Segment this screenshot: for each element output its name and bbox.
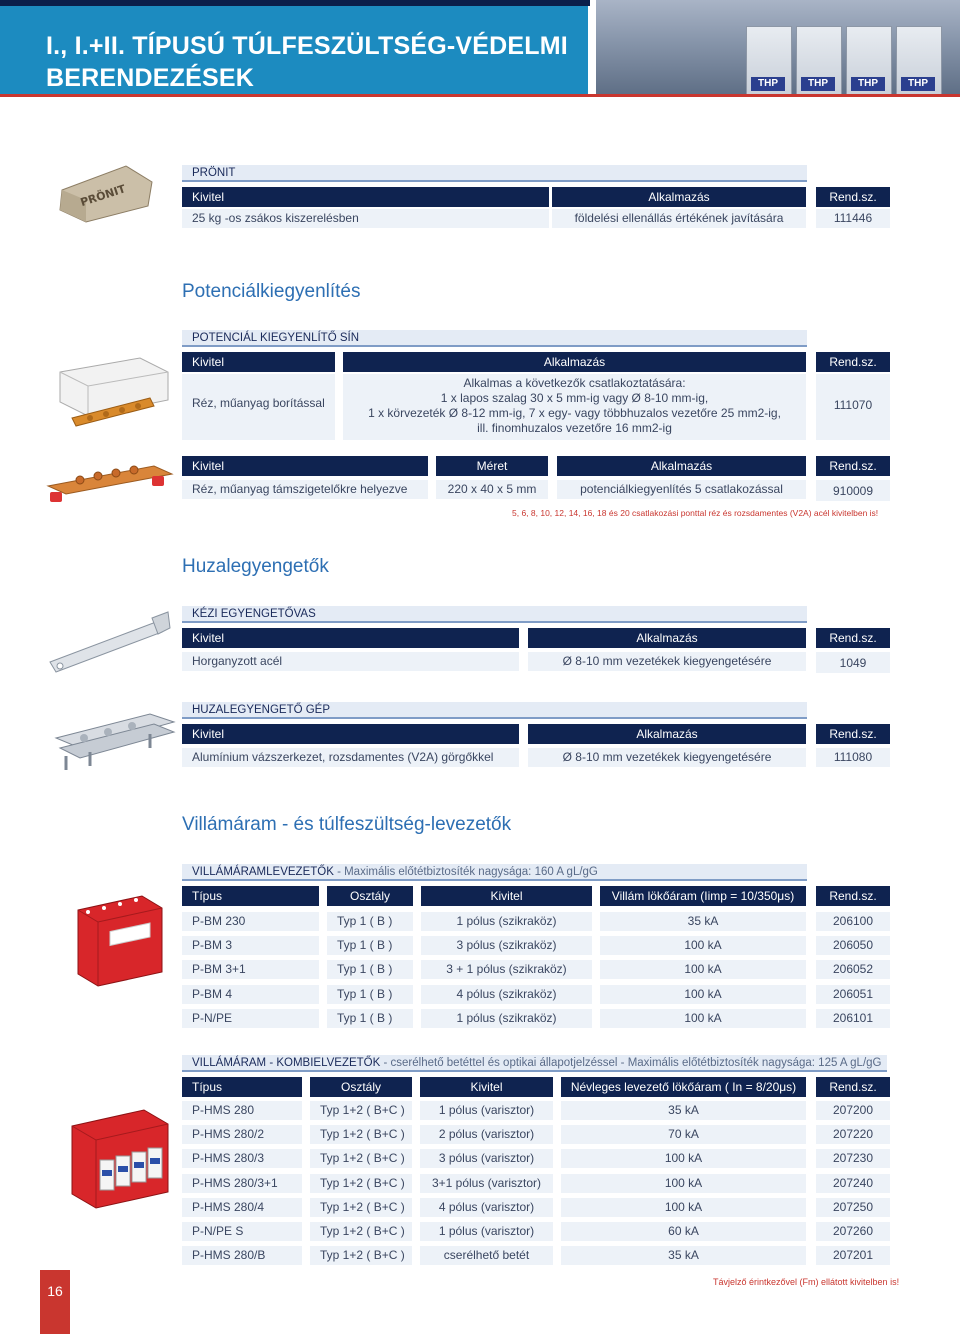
cell-kivitel: 3 pólus (varisztor) <box>420 1149 553 1168</box>
cell-rendsz: 111446 <box>816 209 890 228</box>
cell-tipus: P-BM 230 <box>182 912 319 931</box>
col-header-kivitel: Kivitel <box>182 352 335 372</box>
col-header-kivitel: Kivitel <box>182 456 428 476</box>
page-title: I., I.+II. TÍPUSÚ TÚLFESZÜLTSÉG-VÉDELMI BERENDEZÉSEK <box>46 32 568 92</box>
cell-lokoaram: 35 kA <box>561 1246 806 1265</box>
cell-rendsz: 206101 <box>816 1009 890 1028</box>
cell-osztaly: Typ 1+2 ( B+C ) <box>310 1222 412 1241</box>
surge-device-photo: THP <box>796 26 842 94</box>
busbar-insulators-image <box>44 458 176 506</box>
cell-tipus: P-HMS 280/2 <box>182 1125 302 1144</box>
cell-rendsz: 207200 <box>816 1101 890 1120</box>
cell-lokoaram: 70 kA <box>561 1125 806 1144</box>
col-header-alkalmazas: Alkalmazás <box>557 456 806 476</box>
hand-straightener-image <box>44 610 174 676</box>
cell-tipus: P-HMS 280/4 <box>182 1198 302 1217</box>
col-header-osztaly: Osztály <box>310 1077 412 1097</box>
cell-osztaly: Typ 1+2 ( B+C ) <box>310 1246 412 1265</box>
cell-lokoaram: 35 kA <box>600 912 806 931</box>
col-header-kivitel: Kivitel <box>182 187 549 207</box>
col-header-tipus: Típus <box>182 886 319 906</box>
col-header-kivitel: Kivitel <box>421 886 592 906</box>
combi-arrester-image <box>66 1104 176 1214</box>
lightning-arrester-image <box>70 892 170 988</box>
surge-device-photo: THP <box>746 26 792 94</box>
cell-rendsz: 111070 <box>816 374 890 440</box>
cell-alkalmazas: Ø 8-10 mm vezetékek kiegyengetésére <box>528 652 806 671</box>
cell-rendsz: 207201 <box>816 1246 890 1265</box>
col-header-lokoaram: Villám lökőáram (Iimp = 10/350μs) <box>600 886 806 906</box>
col-header-alkalmazas: Alkalmazás <box>552 187 806 207</box>
cell-kivitel: cserélhető betét <box>420 1246 553 1265</box>
page-number-tab: 16 <box>40 1270 70 1334</box>
cell-lokoaram: 100 kA <box>561 1174 806 1193</box>
cell-alkalmazas: potenciálkiegyenlítés 5 csatlakozással <box>557 480 806 499</box>
col-header-rendsz: Rend.sz. <box>816 886 890 906</box>
col-header-rendsz: Rend.sz. <box>816 628 890 648</box>
cell-lokoaram: 60 kA <box>561 1222 806 1241</box>
col-header-alkalmazas: Alkalmazás <box>528 724 806 744</box>
footnote-villam: Távjelző érintkezővel (Fm) ellátott kivitelben is! <box>713 1277 900 1287</box>
pronit-bag-label: PRÖNIT <box>78 182 128 210</box>
col-header-alkalmazas: Alkalmazás <box>528 628 806 648</box>
cell-lokoaram: 100 kA <box>600 1009 806 1028</box>
cell-rendsz: 910009 <box>816 480 890 501</box>
col-header-kivitel: Kivitel <box>420 1077 553 1097</box>
col-header-rendsz: Rend.sz. <box>816 187 890 207</box>
cell-kivitel: 4 pólus (szikraköz) <box>421 985 592 1004</box>
cell-tipus: P-BM 3 <box>182 936 319 955</box>
cell-kivitel: 1 pólus (varisztor) <box>420 1222 553 1241</box>
cell-kivitel: Alumínium vázszerkezet, rozsdamentes (V2A) görgőkkel <box>182 748 519 767</box>
section-header-potencial-sin: POTENCIÁL KIEGYENLÍTŐ SÍN <box>182 330 807 347</box>
cell-osztaly: Typ 1+2 ( B+C ) <box>310 1125 412 1144</box>
col-header-alkalmazas: Alkalmazás <box>343 352 806 372</box>
cell-tipus: P-BM 3+1 <box>182 960 319 979</box>
cell-tipus: P-HMS 280 <box>182 1101 302 1120</box>
col-header-rendsz: Rend.sz. <box>816 724 890 744</box>
cell-lokoaram: 100 kA <box>561 1198 806 1217</box>
cell-lokoaram: 100 kA <box>600 985 806 1004</box>
cell-alkalmazas: földelési ellenállás értékének javítására <box>552 209 806 228</box>
col-header-rendsz: Rend.sz. <box>816 456 890 476</box>
cell-rendsz: 1049 <box>816 652 890 673</box>
cell-kivitel: 25 kg -os zsákos kiszerelésben <box>182 209 549 228</box>
col-header-tipus: Típus <box>182 1077 302 1097</box>
cell-lokoaram: 100 kA <box>600 960 806 979</box>
cell-lokoaram: 100 kA <box>600 936 806 955</box>
cell-rendsz: 206050 <box>816 936 890 955</box>
cell-kivitel: 3 pólus (szikraköz) <box>421 936 592 955</box>
col-header-meret: Méret <box>436 456 548 476</box>
cell-alkalmazas-multiline: Alkalmas a következők csatlakoztatására: 1 x lapos szalag 30 x 5 mm-ig vagy Ø 8-10 mm-ig, 1 x körvezeték Ø 8-12 mm-ig, 7 x egy- vagy többhuzalos vezetőre 25 mm2-ig, ill. finomhuzalos vezetőre 16 mm2-ig <box>343 374 806 440</box>
section-title-huzal: Huzalegyengetők <box>182 556 329 577</box>
surge-device-photo: THP <box>896 26 942 94</box>
section-header-pronit: PRÖNIT <box>182 165 807 182</box>
cell-kivitel: 1 pólus (szikraköz) <box>421 912 592 931</box>
cell-rendsz: 207230 <box>816 1149 890 1168</box>
cell-osztaly: Typ 1 ( B ) <box>327 936 413 955</box>
col-header-kivitel: Kivitel <box>182 724 519 744</box>
cell-rendsz: 206052 <box>816 960 890 979</box>
cell-rendsz: 206100 <box>816 912 890 931</box>
cell-kivitel: Horganyzott acél <box>182 652 519 671</box>
cell-osztaly: Typ 1+2 ( B+C ) <box>310 1101 412 1120</box>
section-header-kezi-egyengetovas: KÉZI EGYENGETŐVAS <box>182 606 807 623</box>
col-header-rendsz: Rend.sz. <box>816 352 890 372</box>
cell-tipus: P-HMS 280/3 <box>182 1149 302 1168</box>
busbar-covered-image <box>50 352 180 432</box>
cell-osztaly: Typ 1+2 ( B+C ) <box>310 1198 412 1217</box>
cell-lokoaram: 100 kA <box>561 1149 806 1168</box>
cell-rendsz: 206051 <box>816 985 890 1004</box>
straightening-machine-image <box>50 708 180 774</box>
cell-osztaly: Typ 1+2 ( B+C ) <box>310 1149 412 1168</box>
cell-tipus: P-BM 4 <box>182 985 319 1004</box>
cell-rendsz: 111080 <box>816 748 890 767</box>
cell-osztaly: Typ 1 ( B ) <box>327 985 413 1004</box>
cell-tipus: P-N/PE <box>182 1009 319 1028</box>
cell-kivitel: 3 + 1 pólus (szikraköz) <box>421 960 592 979</box>
cell-kivitel: Réz, műanyag támszigetelőkre helyezve <box>182 480 428 499</box>
cell-alkalmazas: Ø 8-10 mm vezetékek kiegyengetésére <box>528 748 806 767</box>
surge-device-photo: THP <box>846 26 892 94</box>
cell-rendsz: 207240 <box>816 1174 890 1193</box>
col-header-osztaly: Osztály <box>327 886 413 906</box>
cell-rendsz: 207220 <box>816 1125 890 1144</box>
cell-osztaly: Typ 1+2 ( B+C ) <box>310 1174 412 1193</box>
cell-tipus: P-HMS 280/3+1 <box>182 1174 302 1193</box>
cell-osztaly: Typ 1 ( B ) <box>327 912 413 931</box>
section-header-villamaramlevezetok: VILLÁMÁRAMLEVEZETŐK - Maximális előtétbiztosíték nagysága: 160 A gL/gG <box>182 864 807 881</box>
pronit-bag-image <box>56 160 156 224</box>
cell-kivitel: 1 pólus (varisztor) <box>420 1101 553 1120</box>
section-header-kombilevezetok: VILLÁMÁRAM - KOMBIELVEZETŐK - cserélhető betéttel és optikai állapotjelzéssel - Maximális előtétbiztosíték nagysága: 125 A gL/gG <box>182 1055 887 1072</box>
cell-kivitel: 3+1 pólus (varisztor) <box>420 1174 553 1193</box>
header-rule <box>0 94 960 97</box>
cell-osztaly: Typ 1 ( B ) <box>327 1009 413 1028</box>
section-title-potencial: Potenciálkiegyenlítés <box>182 281 361 302</box>
cell-kivitel: 1 pólus (szikraköz) <box>421 1009 592 1028</box>
col-header-kivitel: Kivitel <box>182 628 519 648</box>
cell-kivitel: 4 pólus (varisztor) <box>420 1198 553 1217</box>
cell-meret: 220 x 40 x 5 mm <box>436 480 548 499</box>
section-header-huzalegyengeto-gep: HUZALEGYENGETŐ GÉP <box>182 702 807 719</box>
header-photo <box>596 0 960 94</box>
cell-tipus: P-N/PE S <box>182 1222 302 1241</box>
col-header-lokoaram: Névleges levezető lökőáram ( In = 8/20μs) <box>561 1077 806 1097</box>
cell-lokoaram: 35 kA <box>561 1101 806 1120</box>
cell-rendsz: 207250 <box>816 1198 890 1217</box>
cell-tipus: P-HMS 280/B <box>182 1246 302 1265</box>
cell-rendsz: 207260 <box>816 1222 890 1241</box>
cell-kivitel: 2 pólus (varisztor) <box>420 1125 553 1144</box>
section-title-villam: Villámáram - és túlfeszültség-levezetők <box>182 814 512 835</box>
cell-kivitel: Réz, műanyag borítással <box>182 374 335 440</box>
footnote-potencial: 5, 6, 8, 10, 12, 14, 16, 18 és 20 csatlakozási ponttal réz és rozsdamentes (V2A) acél kivitelben is! <box>512 508 879 518</box>
cell-osztaly: Typ 1 ( B ) <box>327 960 413 979</box>
col-header-rendsz: Rend.sz. <box>816 1077 890 1097</box>
